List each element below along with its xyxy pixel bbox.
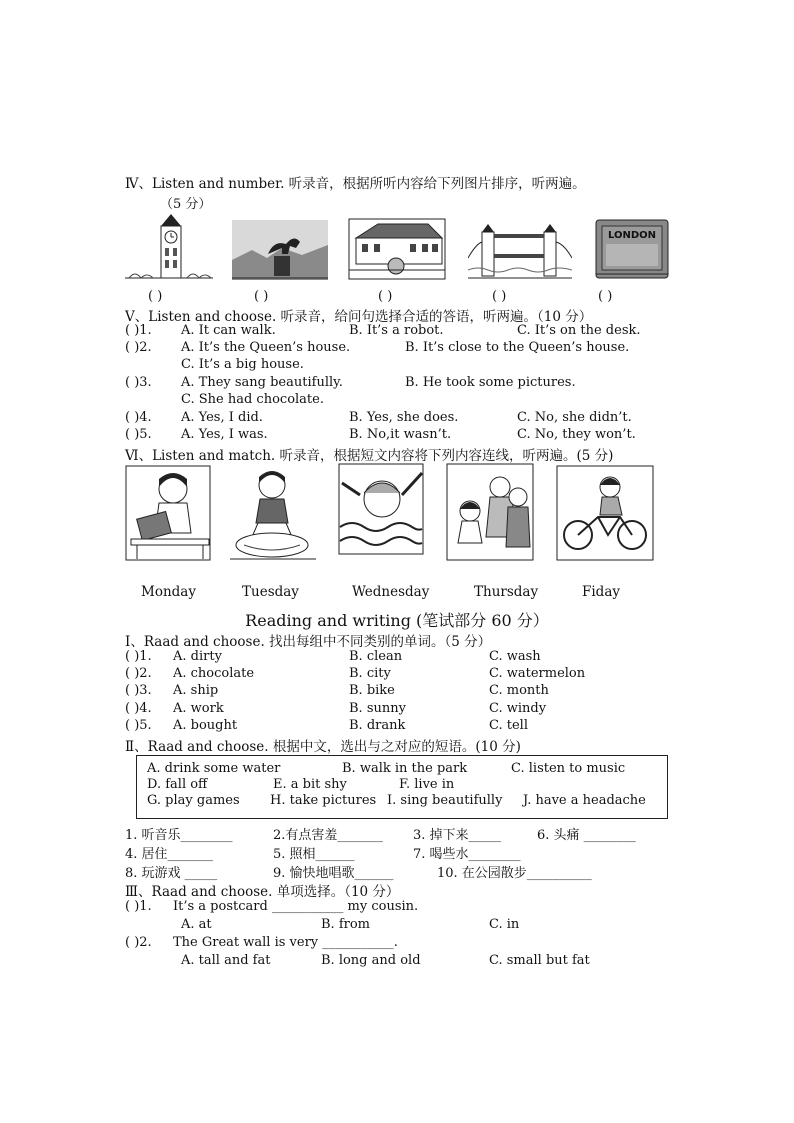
phrase-option: B. walk in the park — [342, 761, 468, 776]
answer-bracket[interactable]: ( )1. — [125, 899, 152, 914]
girl-reading-book — [125, 465, 211, 561]
phrase-option: J. have a headache — [523, 793, 646, 808]
day-label-monday: Monday — [141, 584, 196, 600]
answer-bracket-2[interactable]: ( ) — [254, 289, 269, 304]
girl-riding-bike — [556, 465, 654, 561]
section-6-heading: Ⅵ、Listen and match. 听录音，根据短文内容将下列内容连线，听两遍。(5 分) — [125, 448, 614, 464]
answer-bracket-5[interactable]: ( ) — [598, 289, 613, 304]
option-c: C. No, they won’t. — [517, 427, 636, 442]
london-book — [594, 218, 670, 280]
fill-blank-item[interactable]: 2.有点害羞_______ — [273, 828, 383, 843]
fill-blank-item[interactable]: 3. 掉下来_____ — [413, 828, 502, 843]
part-3-heading: Ⅲ、Raad and choose. 单项选择。（10 分） — [125, 884, 400, 900]
option-c: C. wash — [489, 649, 541, 664]
day-label-friday: Fiday — [582, 584, 621, 600]
option-b: B. drank — [349, 718, 406, 733]
phrase-option: H. take pictures — [270, 793, 377, 808]
option-a: A. They sang beautifully. — [181, 375, 343, 390]
section-4-heading: Ⅳ、Listen and number. 听录音，根据所听内容给下列图片排序，听两遍。 — [125, 176, 586, 192]
option-c: C. No, she didn’t. — [517, 410, 632, 425]
question-text: The Great wall is very ___________. — [173, 935, 398, 950]
answer-bracket[interactable]: ( )5. — [125, 427, 152, 442]
palace-building — [348, 218, 446, 280]
answer-bracket[interactable]: ( )2. — [125, 935, 152, 950]
option-a: A. ship — [173, 683, 219, 698]
fill-blank-item[interactable]: 1. 听音乐________ — [125, 828, 233, 843]
option-b: B. bike — [349, 683, 395, 698]
option-c: C. month — [489, 683, 549, 698]
girl-with-grandparents — [446, 463, 534, 561]
phrase-box — [136, 755, 668, 819]
option-c: C. It’s on the desk. — [517, 323, 641, 338]
day-label-tuesday: Tuesday — [242, 584, 299, 600]
option-a: A. at — [181, 917, 212, 932]
answer-bracket[interactable]: ( )3. — [125, 375, 152, 390]
phrase-option: D. fall off — [147, 777, 208, 792]
option-c: C. windy — [489, 701, 547, 716]
option-b: B. He took some pictures. — [405, 375, 576, 390]
phrase-option: C. listen to music — [511, 761, 626, 776]
option-b: B. city — [349, 666, 391, 681]
tower-bridge — [468, 222, 572, 280]
answer-bracket[interactable]: ( )4. — [125, 701, 152, 716]
day-label-thursday: Thursday — [474, 584, 539, 600]
answer-bracket[interactable]: ( )5. — [125, 718, 152, 733]
option-b: B. clean — [349, 649, 403, 664]
answer-bracket[interactable]: ( )1. — [125, 649, 152, 664]
answer-bracket[interactable]: ( )2. — [125, 666, 152, 681]
swimmer — [338, 463, 424, 561]
book-title-text: LONDON — [607, 230, 657, 241]
fill-blank-item[interactable]: 5. 照相______ — [273, 847, 355, 862]
option-c: C. It’s a big house. — [181, 357, 304, 372]
option-a: A. dirty — [173, 649, 222, 664]
option-b: B. No,it wasn’t. — [349, 427, 452, 442]
answer-bracket-4[interactable]: ( ) — [492, 289, 507, 304]
part-2-heading: Ⅱ、Raad and choose. 根据中文，选出与之对应的短语。(10 分) — [125, 739, 521, 755]
option-a: A. It’s the Queen’s house. — [181, 340, 351, 355]
fill-blank-item[interactable]: 10. 在公园散步__________ — [437, 866, 592, 881]
phrase-option: A. drink some water — [147, 761, 281, 776]
answer-bracket-3[interactable]: ( ) — [378, 289, 393, 304]
option-b: B. Yes, she does. — [349, 410, 459, 425]
phrase-option: G. play games — [147, 793, 240, 808]
big-ben-clock-tower — [125, 212, 213, 282]
option-a: A. chocolate — [173, 666, 255, 681]
section-5-heading: Ⅴ、Listen and choose. 听录音，给问句选择合适的答语，听两遍。（10 分） — [125, 309, 593, 325]
option-b: B. It’s a robot. — [349, 323, 444, 338]
option-c: C. small but fat — [489, 953, 590, 968]
option-a: A. bought — [173, 718, 238, 733]
answer-bracket[interactable]: ( )2. — [125, 340, 152, 355]
question-text: It’s a postcard ___________ my cousin. — [173, 899, 419, 914]
option-a: A. tall and fat — [181, 953, 271, 968]
fill-blank-item[interactable]: 6. 头痛 ________ — [537, 828, 636, 843]
fill-blank-item[interactable]: 8. 玩游戏 _____ — [125, 866, 218, 881]
section-4-points: （5 分） — [160, 197, 212, 212]
answer-bracket[interactable]: ( )1. — [125, 323, 152, 338]
horse-statue — [232, 220, 328, 280]
option-a: A. Yes, I did. — [181, 410, 263, 425]
answer-bracket-1[interactable]: ( ) — [148, 289, 163, 304]
day-label-wednesday: Wednesday — [352, 584, 430, 600]
option-c: C. She had chocolate. — [181, 392, 324, 407]
option-c: C. in — [489, 917, 520, 932]
option-b: B. sunny — [349, 701, 406, 716]
phrase-option: I. sing beautifully — [387, 793, 503, 808]
part-1-heading: Ⅰ、Raad and choose. 找出每组中不同类别的单词。（5 分） — [125, 634, 492, 650]
option-b: B. It’s close to the Queen’s house. — [405, 340, 630, 355]
option-a: A. It can walk. — [181, 323, 276, 338]
answer-bracket[interactable]: ( )4. — [125, 410, 152, 425]
answer-bracket[interactable]: ( )3. — [125, 683, 152, 698]
fill-blank-item[interactable]: 7. 喝些水________ — [413, 847, 521, 862]
phrase-option: F. live in — [399, 777, 455, 792]
option-a: A. Yes, I was. — [181, 427, 268, 442]
option-a: A. work — [173, 701, 224, 716]
option-b: B. from — [321, 917, 370, 932]
phrase-option: E. a bit shy — [273, 777, 347, 792]
option-c: C. watermelon — [489, 666, 586, 681]
option-b: B. long and old — [321, 953, 421, 968]
reading-writing-title: Reading and writing (笔试部分 60 分） — [245, 611, 549, 630]
girl-washing-feet — [230, 465, 316, 561]
fill-blank-item[interactable]: 9. 愉快地唱歌______ — [273, 866, 394, 881]
option-c: C. tell — [489, 718, 528, 733]
fill-blank-item[interactable]: 4. 居住_______ — [125, 847, 214, 862]
